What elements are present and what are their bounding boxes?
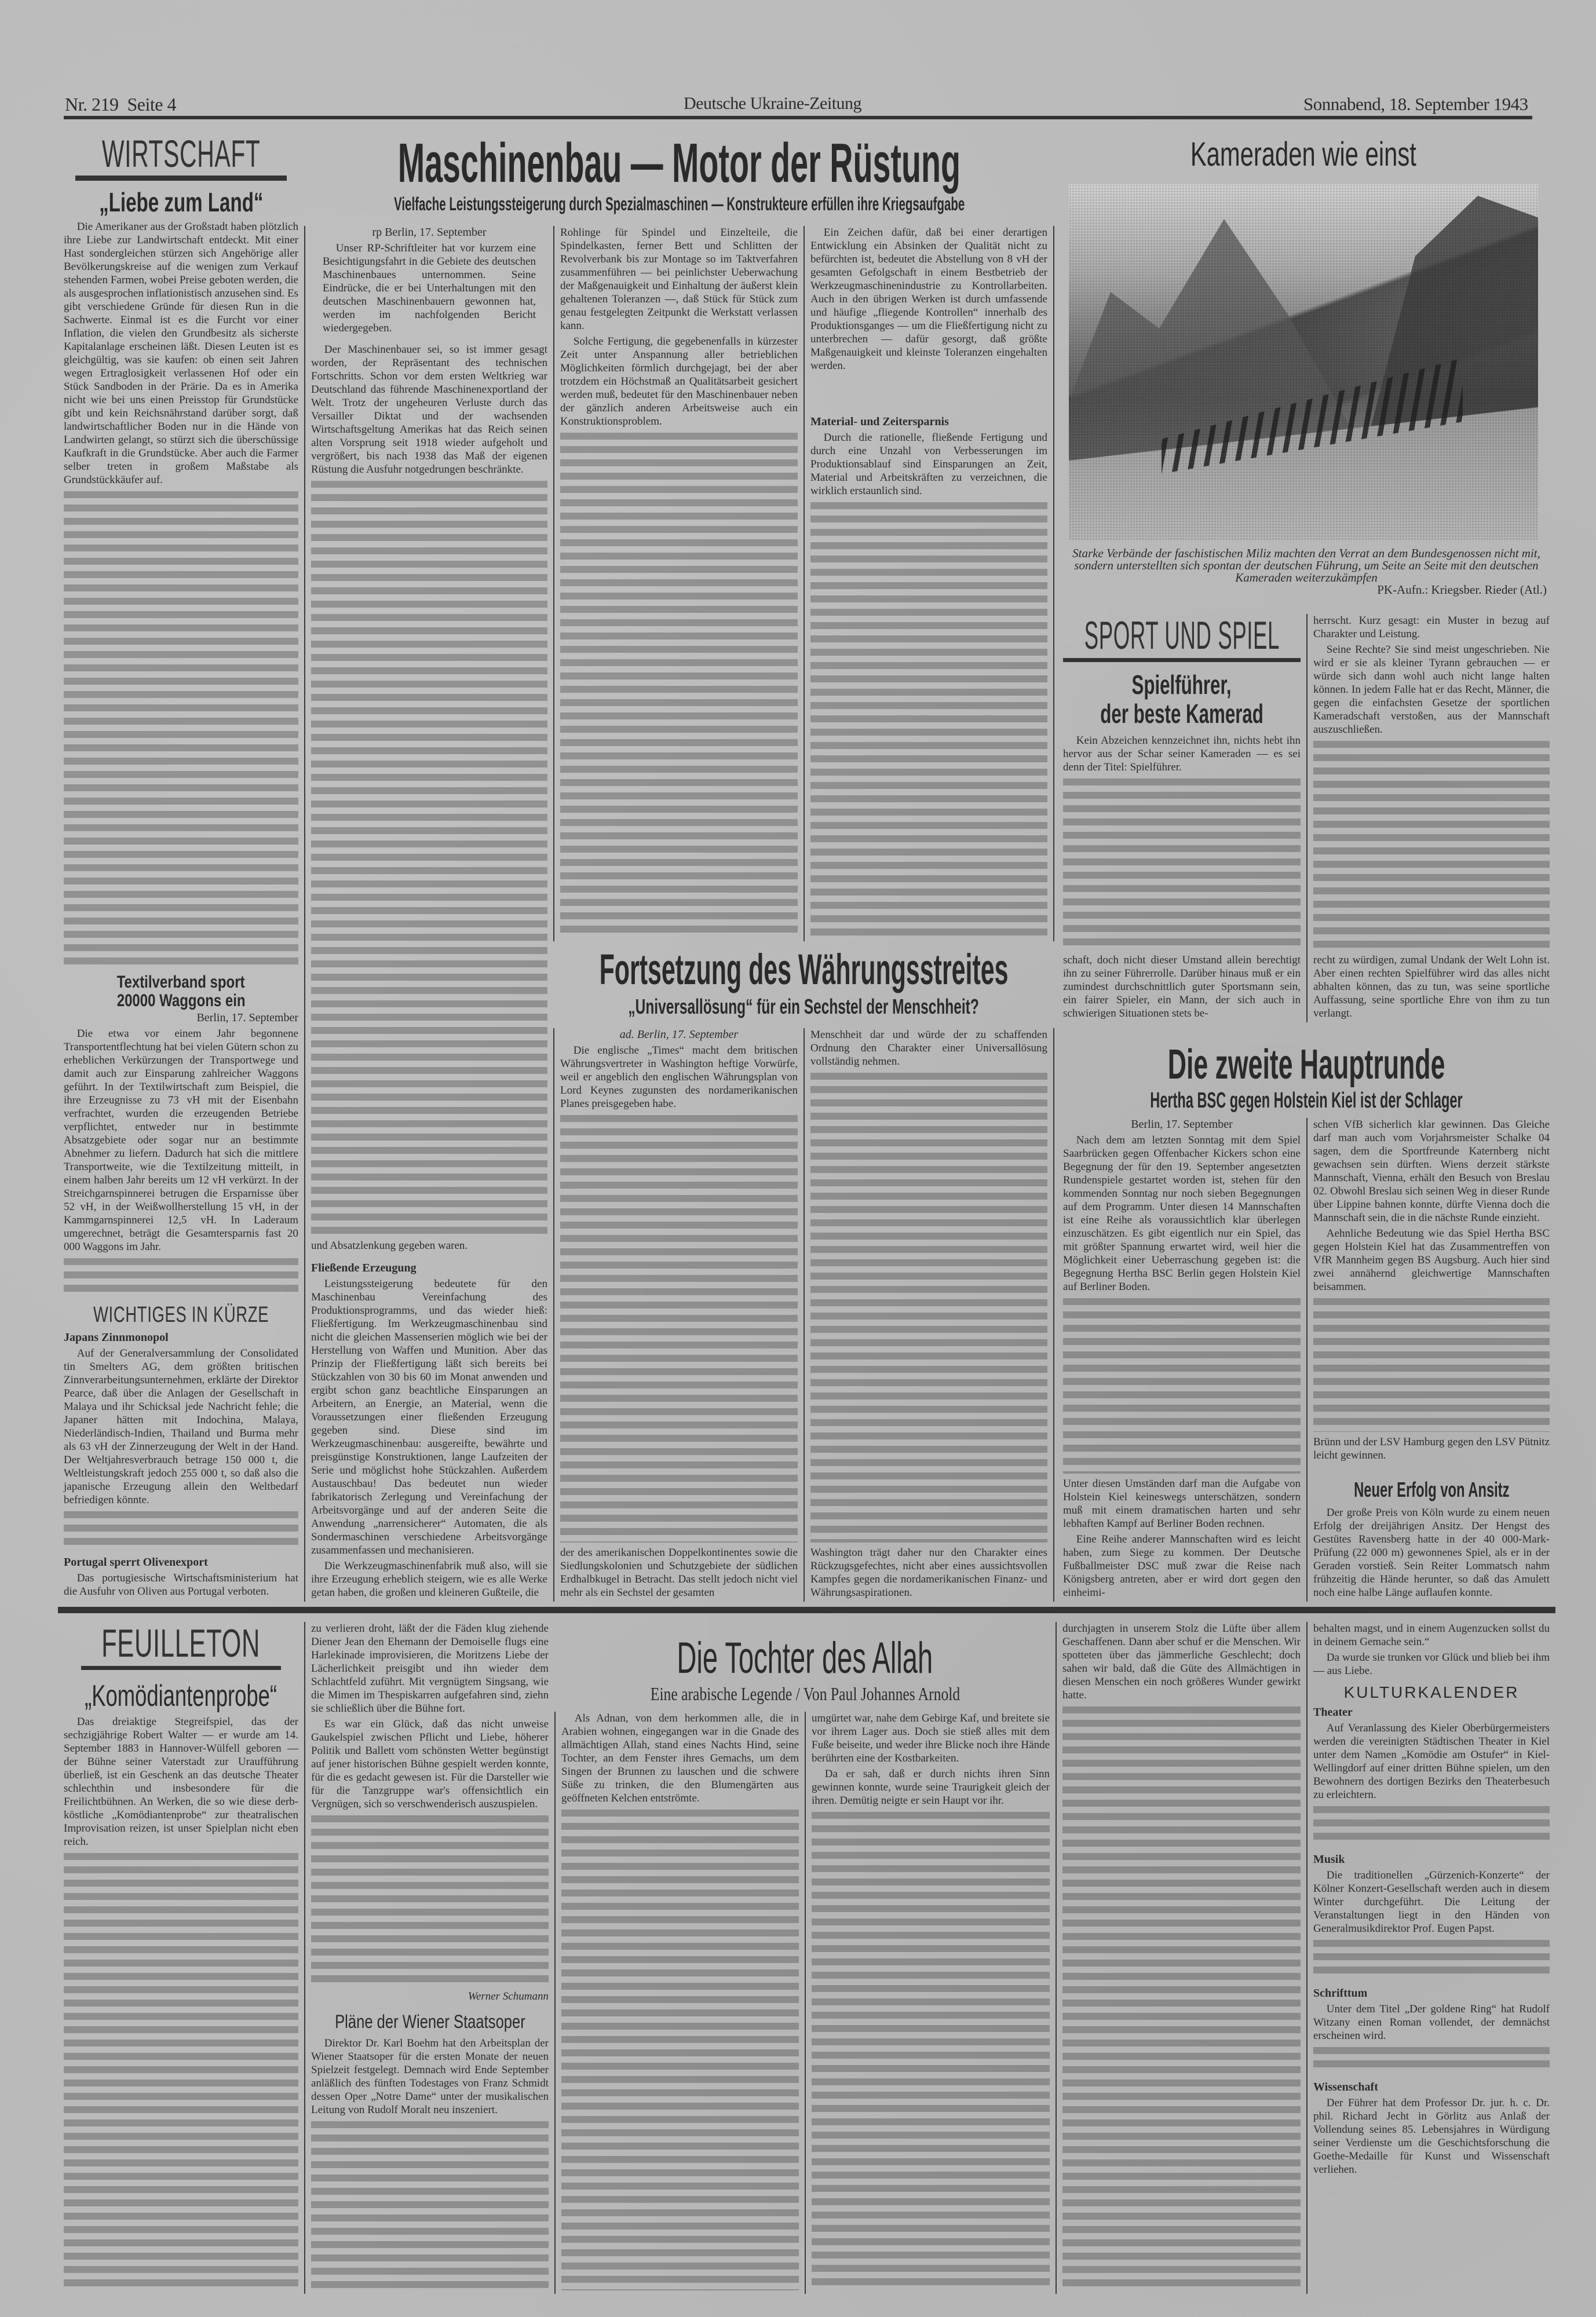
article-paragraph: Unter diesen Umständen darf man die Aufgabe von Holstein Kiel keineswegs unterschätzen, sondern muß mit einem dramatischen harten und sehr lebhaften Kampf auf Berliner Boden rechnen. — [1063, 1478, 1301, 1530]
article-paragraph: Da er sah, daß er durch nichts ihren Sinn gewinnen konnte, wurde seine Traurigkeit gleich der ihren. Demütig neigte er sein Haupt vor ihr. — [812, 1768, 1050, 1807]
headline-maschinenbau — [304, 134, 1054, 192]
illegible-text-lines — [1313, 741, 1550, 950]
section-label: WIRTSCHAFT — [101, 132, 261, 175]
photo-caption — [1066, 547, 1547, 596]
illegible-text-lines — [311, 2121, 549, 2291]
article-paragraph: Die Amerikaner aus der Großstadt haben plötzlich ihre Liebe zur Landwirtschaft entdeckt. Mit einer Hast sondergleichen stürzen sich Angehörige aller Bevölkerungskreise auf die wenigen zum Verkauf stehenden Farmen, wobei Preise geboten werden, die als ausgesprochen inflationistisch anzusehen sind. Es gibt verschiedene Gründe für diesen Run in die Sachwerte. Einmal ist es die Furcht vor einer Inflation, die vielen den Grundbesitz als sicherste Kapitalanlage erscheinen läßt. Diesen Leuten ist es gleichgültig, was sie kaufen: ob einen seit Jahren wegen Ertraglosigkeit verlassenen Hof oder ein Stück Sandboden in der Prärie. Da es in Amerika nicht wie bei uns einen Preisstop für Grundstücke gibt und kein Reichsnährstand darüber sorgt, daß landwirtschaftlicher Boden nur in die Hände von Landwirten gelangt, so stürzt sich die überschüssige Kaufkraft in die Grundstücke. Aber auch die Farmer selber treten in großem Maßstabe als Grundstückkäufer auf. — [64, 221, 298, 486]
section-label: SPORT UND SPIEL — [1084, 614, 1280, 657]
article-paragraph: Durch die rationelle, fließende Fertigung und durch eine Unzahl von Verbesserungen im Produktionsablauf sind Einsparungen an Zeit, Material und Arbeitskräften zu verzeichnen, die wirklich erstaunlich sind. — [810, 432, 1047, 497]
article-title-kamerad — [1063, 699, 1301, 728]
news-item-text: Auf der Generalversammlung der Consolidated tin Smelters AG, dem größten britischen Zinnverarbeitungsunternehmen, erklärte der Direktor Pearce, daß über die Anlagen der Gesellschaft in Malaya und ihr Schicksal jede Nachricht fehle; die Japaner hätten mit Indochina, Malaya, Niederländisch-Indien, Thailand und Burma mehr als 63 vH der Zinnerzeugung der Welt in der Hand. Der Weltjahresverbrauch betrage 150 000 t, die Weltleistungskraft jedoch 255 000 t, so daß also die japanische Erzeugung allein den Weltbedarf befriedigen könnte. — [64, 1347, 298, 1506]
article-title-waggons — [64, 992, 298, 1010]
article-paragraph: Ein Zeichen dafür, daß bei einer derartigen Entwicklung ein Absinken der Qualität nicht zu befürchten ist, bedeutet die Abstellung von 8 vH der gesamten Gefolgschaft in einem Bestbetrieb der Werkzeugmaschinenindustrie zu Kontrollarbeiten. Auch in den übrigen Werken ist durch umfassende und häufige „fliegende Kontrollen“ innerhalb des Produktionsganges — um die Fließfertigung nicht zu unterbrechen — dafür gesorgt, daß größte Maßgenauigkeit und kleinste Toleranzen eingehalten werden. — [810, 226, 1047, 372]
feuilleton-column-2 — [304, 1622, 554, 2294]
section-heading-wirtschaft — [64, 133, 298, 174]
issue-number — [65, 94, 176, 115]
feuilleton-column-6 — [1306, 1622, 1555, 2294]
calendar-text: Die traditionellen „Gürzenich-Konzerte“ der Kölner Konzert-Gesellschaft werden auch in diesem Winter durchgeführt. Die Leitung der Veranstaltungen liegt in den Händen von Generalmusikdirektor Prof. Eugen Papst. — [1313, 1869, 1550, 1935]
headline-text: Kameraden wie einst — [1190, 136, 1416, 173]
title-text: Pläne der Wiener Staatsoper — [334, 2011, 525, 2032]
article-paragraph: Der Maschinenbauer sei, so ist immer gesagt worden, der Repräsentant des technischen Fortschritts. Schon vor dem ersten Weltkrieg war Deutschland das führende Maschinenexportland der Welt. Trotz der ungeheuren Verluste durch das Versailler Diktat und der wachsenden Wirtschaftsgeltung Amerikas hat das Reich seinen alten Vorsprung seit 1918 wieder aufgeholt und vergrößert, bis nach 1938 das Maß der eigenen Rüstung die Ausfuhr notgedrungen beschränkte. — [311, 343, 547, 476]
article-title-staatsoper — [311, 2010, 549, 2033]
waehrung-column-2 — [804, 1028, 1054, 1602]
section-heading-wichtiges — [64, 1302, 298, 1328]
caption-text: Starke Verbände der faschistischen Miliz machten den Verrat an dem Bundesgenossen nicht mit, sondern unterstellten sich spontan der deutschen Führung, um Seite an Seite mit den deutschen Kameraden weiterzukämpfen — [1072, 546, 1540, 584]
calendar-text: Der Führer hat dem Professor Dr. jur. h. c. Dr. phil. Richard Jecht in Görlitz aus Anlaß der Vollendung seines 85. Lebensjahres in Würdigung seiner Verdienste um die Geschichtsforschung die Goethe-Medaille für Kunst und Wissenschaft verliehen. — [1313, 2097, 1550, 2176]
section-heading-kulturkalender: KULTURKALENDER — [1343, 1683, 1520, 1701]
headline-text: Fortsetzung des Währungsstreites — [599, 945, 1009, 993]
dateline: Berlin, 17. September — [1131, 1118, 1233, 1131]
headline-waehrungsstreit — [553, 945, 1054, 994]
illegible-text-lines — [311, 481, 547, 1236]
article-paragraph: Es war ein Glück, daß das nicht unweise Gaukelspiel zwischen Pflicht und Liebe, höherer Politik und Ballett vom schönsten Wetter begünstigt auf jener historischen Bühne gespielt werden konnte, für die es gedacht gewesen ist. Für die Darsteller wie für die Tanzgruppe war's offensichtlich ein Vergnügen, sich so verschwenderisch auszuspielen. — [311, 1718, 549, 1810]
illegible-text-lines — [64, 1511, 298, 1549]
article-paragraph: Aehnliche Bedeutung wie das Spiel Hertha BSC gegen Holstein Kiel hat das Zusammentreffen von VfR Mannheim gegen BS Augsburg. Auch hier sind zwei annähernd gleichwertige Mannschaften beisammen. — [1313, 1227, 1550, 1293]
article-paragraph: herrscht. Kurz gesagt: ein Muster in bezug auf Charakter und Leistung. — [1313, 615, 1550, 640]
illegible-text-lines — [810, 502, 1047, 938]
sport-column-1 — [1057, 614, 1306, 1022]
section-heading-feuilleton — [64, 1622, 298, 1665]
feuilleton-divider-rule — [58, 1607, 1555, 1613]
article-paragraph: und Absatzlenkung gegeben waren. — [311, 1240, 468, 1252]
section-rule — [75, 176, 287, 181]
article-paragraph: der des amerikanischen Doppelkontinentes sowie die Siedlungskolonien und Schutzgebiete der südlichen Erdhalbkugel in Betracht. Das stellt jedoch nicht viel mehr als ein Sechstel der gesamten — [560, 1547, 798, 1599]
article-paragraph: Das dreiaktige Stegreifspiel, das der sechzigjährige Robert Walter — er wurde am 14. September 1883 in Hannover-Wülfell geboren — der Bühne seiner Vaterstadt zur Uraufführung überließ, ist ein Geschenk an das deutsche Theater schlechthin und insbesondere für die Freilichtbühnen. An Werken, die so wie diese derb-köstliche „Komödiantenprobe“ zur theatralischen Improvisation reizen, ist unser Spielplan nicht eben reich. — [64, 1716, 298, 1848]
illegible-text-lines — [1313, 1298, 1550, 1432]
waehrung-column-1 — [553, 1028, 804, 1602]
maschinenbau-column-2 — [553, 226, 804, 941]
article-paragraph: Als Adnan, von dem herkommen alle, die in Arabien wohnen, eingegangen war in die Gnade des allmächtigen Allah, stand eines Nachts Hind, seine Tochter, an dem Fenster ihres Gemachs, um dem Singen der Brunnen zu lauschen und die schwere Süße zu trinken, die den Blumengärten aus geöffneten Kelchen entströmte. — [561, 1712, 799, 1804]
hauptrunde-column-2 — [1306, 1118, 1555, 1602]
maschinenbau-column-1 — [304, 226, 553, 1602]
allah-column-2 — [805, 1712, 1056, 2294]
article-paragraph: durchjagten in unserem Stolz die Lüfte über allem Geschaffenen. Dann aber schuf er die Menschen. Wir spotteten über das jämmerliche Geschlecht; doch sahen wir bald, daß die Güte des Allmächtigen in diesen Menschen ein noch größeres Wunder gewirkt hatte. — [1062, 1622, 1301, 1701]
author-signature: Werner Schumann — [468, 1990, 549, 2002]
photo-credit: PK-Aufn.: Kriegsber. Rieder (Atl.) — [1377, 583, 1547, 597]
illegible-text-lines — [1313, 1940, 1550, 1980]
allah-column-3 — [1056, 1622, 1306, 2294]
subheadline-hauptrunde — [1057, 1089, 1555, 1112]
illegible-text-lines — [1063, 779, 1301, 950]
article-subheading: Material- und Zeitersparnis — [810, 415, 949, 428]
article-paragraph: Nach dem am letzten Sonntag mit dem Spiel Saarbrücken gegen Offenbacher Kickers schon eine Begegnung der für den 19. September angesetzten Rundenspiele gestartet worden ist, stehen für den kommenden Sonntag nur noch sieben Begegnungen auf dem Programm. Unter diesen 14 Mannschaften ist eine Reihe als voraussichtlich klar überlegen einzuschätzen. Es gibt eigentlich nur ein Spiel, das mit größter Spannung erwartet wird, weil hier die Möglichkeit einer Ueberraschung gegeben ist: die Begegnung Hertha BSC Berlin gegen Holstein Kiel auf Berliner Boden. — [1063, 1134, 1301, 1293]
calendar-text: Unter dem Titel „Der goldene Ring“ hat Rudolf Witzany einen Roman vollendet, der demnächst erscheinen wird. — [1313, 2003, 1550, 2042]
sport-column-2 — [1306, 614, 1555, 1022]
subheadline-maschinenbau — [304, 193, 1054, 214]
article-paragraph: Leistungssteigerung bedeutete für den Maschinenbau Vereinfachung des Produktionsprogramms, und das wieder hieß: Fließfertigung. Im Werkzeugmaschinenbau sind nicht die gleichen Massenserien möglich wie bei der Herstellung von Waffen und Munition. Aber das Prinzip der Fließfertigung läßt sich bereits bei Stückzahlen von 30 bis 60 im Monat anwenden und ergibt schon ganz beachtliche Einsparungen an Arbeitern, an Energie, an Material, wenn die Voraussetzungen einer fließenden Erzeugung gegeben sind. Diese sind im Werkzeugmaschinenbau: ausgereifte, bewährte und preisgünstige Konstruktionen, lange Laufzeiten der Serie und möglichst hohe Stückzahlen. Außerdem Austauschbau! Das bedeutet nun wieder fabrikatorisch Zerlegung und Vereinfachung der Arbeitsvorgänge und auf der anderen Seite die Anwendung „narrensicherer“ Automaten, die als Sondermaschinen verschiedene Arbeitsvorgänge zusammenfassen und mechanisieren. — [311, 1278, 547, 1556]
article-paragraph: Die Werkzeugmaschinenfabrik muß also, will sie ihre Erzeugung erheblich steigern, wie es alle Werke getan haben, die großen und kleineren Gußteile, die — [311, 1560, 547, 1599]
section-label: FEUILLETON — [101, 1622, 261, 1665]
article-paragraph: zu verlieren droht, läßt der die Fäden klug ziehende Diener Jean den Ehemann der Demoiselle flugs eine Harlekinade improvisieren, die Moritzens Liebe der Lächerlichkeit preisgibt und ihn wieder dem Schlachtfeld zuführt. Mit vergnügtem Singsang, wie die Mimen im Thespiskarren aufgefahren sind, ziehn sie schließlich über die Bühne fort. — [311, 1622, 549, 1715]
article-title-spielfuehrer — [1063, 670, 1301, 699]
section-heading-sport — [1063, 614, 1301, 657]
article-paragraph: schaft, doch nicht dieser Umstand allein berechtigt ihn zu seiner Führerrolle. Darüber hinaus muß er ein zumindest durchschnittlich guter Sportsmann sein, ein fairer Spieler, ein Mann, der sich auch in schwierigen Situationen stets be- — [1063, 954, 1301, 1019]
article-paragraph: Direktor Dr. Karl Boehm hat den Arbeitsplan der Wiener Staatsoper für die ersten Monate der neuen Spielzeit festgelegt. Demnach wird Ende September anläßlich des fünften Todestages von Franz Schmidt dessen Oper „Notre Dame“ unter der musikalischen Leitung von Rudolf Moralt neu inszeniert. — [311, 2037, 549, 2116]
title-line: der beste Kamerad — [1100, 699, 1263, 729]
illegible-text-lines — [1063, 1298, 1301, 1474]
article-paragraph: Rohlinge für Spindel und Einzelteile, die Spindelkasten, ferner Bett und Schlitten der Revolverbank bis zur Montage so im Taktverfahren zusammenführen — bei peinlichster Ueberwachung der Maßgenauigkeit und Einhaltung der äußerst klein gehaltenen Toleranzen —, daß Stück für Stück zum genau festgelegten Zeitpunkt die Werkstatt verlassen kann. — [560, 226, 798, 332]
photo-militia-marching — [1069, 184, 1538, 540]
page-label: Seite 4 — [127, 94, 176, 115]
article-title-textilverband — [64, 973, 298, 992]
article-intro: Unser RP-Schriftleiter hat vor kurzem eine Besichtigungsfahrt in die Gebiete des deutschen Maschinenbaues unternommen. Seine Eindrücke, die er bei Unterhaltungen mit den deutschen Maschinenbauern gewonnen hat, werden im nachfolgenden Bericht wiedergegeben. — [323, 242, 536, 334]
dateline: rp Berlin, 17. September — [372, 226, 487, 239]
article-paragraph: Kein Abzeichen kennzeichnet ihn, nichts hebt ihn hervor aus der Schar seiner Kameraden — es sei denn der Titel: Spielführer. — [1063, 734, 1301, 773]
feuilleton-column-1 — [58, 1622, 304, 2294]
article-title-liebe-zum-land — [64, 188, 298, 217]
kurz-column — [58, 1302, 304, 1600]
calendar-category: Schrifttum — [1313, 1987, 1368, 2000]
article-paragraph: Solche Fertigung, die gegebenenfalls in kürzester Zeit unter Anspannung aller betrieblichen Möglichkeiten förmlich durchgejagt, bei der aber trotzdem ein Höchstmaß an Qualitätsarbeit gesichert werden muß, bedeutet für den Maschinenbauer neben der gänzlich anderen Arbeitsweise auch ein Konstruktionsproblem. — [560, 335, 798, 427]
section-rule — [81, 1666, 281, 1670]
allah-column-1 — [554, 1712, 805, 2294]
article-paragraph: behalten magst, und in einem Augenzucken sollst du in deinem Gemache sein.“ — [1313, 1622, 1550, 1648]
masthead-rule — [64, 116, 1532, 119]
article-paragraph: Der große Preis von Köln wurde zu einem neuen Erfolg der dreijährigen Ansitz. Der Hengst des Gestütes Ravensberg hatte in der 40 000-Mark-Prüfung (22 000 m) gewonnenes Spiel, als er in der Geraden vorstieß. Sein Reiter Lommatsch nahm frühzeitig die Hände herunter, so daß das Amulett noch eine halbe Länge auflaufen konnte. — [1313, 1507, 1550, 1599]
article-paragraph: recht zu würdigen, zumal Undank der Welt Lohn ist. Aber einen rechten Spielführer wird das alles nicht abhalten können, das zu tun, was seine sportliche Auffassung, seine sportliche Ehre von ihm zu tun verlangt. — [1313, 954, 1550, 1019]
section-rule — [1063, 658, 1301, 662]
headline-tochter-des-allah — [554, 1633, 1056, 1683]
illegible-text-lines — [1313, 2047, 1550, 2074]
title-text: Neuer Erfolg von Ansitz — [1353, 1478, 1510, 1501]
illegible-text-lines — [560, 1115, 798, 1543]
illegible-text-lines — [1062, 1706, 1301, 2290]
title-text: „Komödiantenprobe“ — [85, 1679, 277, 1713]
wirtschaft-column — [58, 130, 304, 970]
title-line: 20000 Waggons ein — [116, 991, 246, 1010]
illegible-text-lines — [64, 491, 298, 967]
dateline: ad. Berlin, 17. September — [619, 1028, 739, 1041]
illegible-text-lines — [311, 1815, 549, 1985]
newspaper-name: Deutsche Ukraine-Zeitung — [684, 94, 862, 113]
article-paragraph: Da wurde sie trunken vor Glück und blieb bei ihm — aus Liebe. — [1313, 1651, 1550, 1677]
calendar-category: Wissenschaft — [1313, 2081, 1378, 2093]
photo-headline — [1060, 137, 1547, 173]
issue-date: Sonnabend, 18. September 1943 — [1303, 94, 1528, 114]
illegible-text-lines — [1313, 1806, 1550, 1846]
textil-article — [58, 973, 304, 1298]
illegible-text-lines — [64, 1853, 298, 2290]
byline-text: Eine arabische Legende / Von Paul Johannes Arnold — [650, 1683, 960, 1704]
article-paragraph: Die englische „Times“ macht dem britischen Währungsvertreter in Washington heftige Vorwürfe, weil er angeblich den englischen Währungsplan von Lord Keynes zugunsten des nordamerikanischen Planes preisgegeben habe. — [560, 1044, 798, 1110]
subheadline-text: „Universallösung“ für ein Sechstel der Menschheit? — [628, 995, 980, 1018]
headline-text: Die Tochter des Allah — [677, 1633, 933, 1683]
issue-label: Nr. 219 — [65, 94, 119, 115]
hauptrunde-column-1 — [1057, 1118, 1306, 1602]
byline-allah — [554, 1683, 1056, 1705]
article-title-ansitz — [1313, 1477, 1550, 1503]
headline-hauptrunde — [1057, 1043, 1555, 1087]
illegible-text-lines — [812, 1812, 1050, 2290]
maschinenbau-column-3 — [804, 226, 1054, 941]
article-title-komoediantenprobe — [64, 1679, 298, 1713]
illegible-text-lines — [560, 433, 798, 938]
title-text: „Liebe zum Land“ — [98, 187, 264, 217]
headline-text: Die zweite Hauptrunde — [1167, 1041, 1445, 1088]
calendar-category: Musik — [1313, 1853, 1345, 1866]
article-paragraph: schen VfB sicherlich klar gewinnen. Das Gleiche darf man auch vom Vorjahrsmeister Schalke 04 sagen, dem die Sportfreunde Katernberg nicht gewachsen sein dürften. Wiens derzeit stärkste Mannschaft, Vienna, erhält den Besuch von Breslau 02. Obwohl Breslau sich seinen Weg in dieser Runde über Lippine bahnen konnte, dürfte Vienna doch die Mannschaft sein, die in die nächste Runde einzieht. — [1313, 1119, 1550, 1224]
calendar-text: Auf Veranlassung des Kieler Oberbürgermeisters werden die vereinigten Städtischen Theater in Kiel unter dem Namen „Komödie am Ostufer“ in Kiel-Wellingdorf auf einer dritten Bühne spielen, um den Bewohnern des dortigen Bezirks den Theaterbesuch zu erleichtern. — [1313, 1722, 1550, 1801]
calendar-category: Theater — [1313, 1706, 1353, 1719]
article-paragraph: umgürtet war, nahe dem Gebirge Kaf, und breitete sie vor ihrem Lager aus. Doch sie stieß alles mit dem Fuße beiseite, und weder ihre Blicke noch ihre Hände berührten eine der Kostbarkeiten. — [812, 1712, 1050, 1764]
article-paragraph: Brünn und der LSV Hamburg gegen den LSV Pütnitz leicht gewinnen. — [1313, 1436, 1550, 1461]
illegible-text-lines — [810, 1073, 1047, 1543]
news-item-text: Das portugiesische Wirtschaftsministerium hat die Ausfuhr von Oliven aus Portugal verboten. — [64, 1572, 298, 1598]
article-subheading: Fließende Erzeugung — [311, 1262, 417, 1274]
article-paragraph: Eine Reihe anderer Mannschaften wird es leicht haben, zum Siege zu kommen. Der Deutsche Fußballmeister DSC muß zwar die Reise nach Königsberg antreten, aber er wird dort gegen den einheimi- — [1063, 1533, 1301, 1599]
subheadline-text: Hertha BSC gegen Holstein Kiel ist der Schlager — [1150, 1088, 1463, 1113]
article-paragraph: Washington trägt daher nur den Charakter eines Rückzugsgefechtes, nicht aber eines aussichtsvollen Kampfes gegen die nordamerikanischen Finanz- und Währungsaspirationen. — [810, 1547, 1047, 1599]
article-paragraph: Menschheit dar und würde der zu schaffenden Ordnung den Charakter einer Universallösung vollständig nehmen. — [810, 1029, 1047, 1068]
headline-text: Maschinenbau — Motor der Rüstung — [397, 132, 961, 194]
dateline: Berlin, 17. September — [196, 1011, 298, 1024]
illegible-text-lines — [561, 1810, 799, 2290]
subheadline-text: Vielfache Leistungssteigerung durch Spezialmaschinen — Konstrukteure erfüllen ihre Kriegsaufgabe — [393, 193, 965, 214]
news-item-title: Portugal sperrt Olivenexport — [64, 1556, 208, 1569]
title-line: Spielführer, — [1131, 670, 1232, 700]
article-paragraph: Seine Rechte? Sie sind meist ungeschrieben. Nie wird er sie als kleiner Tyrann gebrauchen — er würde sich dann wohl auch nicht lange halten können. In jedem Falle hat er das Recht, Männer, die gegen die einfachsten Gesetze der sportlichen Kameradschaft verstoßen, aus der Mannschaft auszuschließen. — [1313, 644, 1550, 736]
photo-halftone — [1069, 184, 1538, 540]
article-paragraph: Die etwa vor einem Jahr begonnene Transportentflechtung hat bei vielen Gütern schon zu erheblichen Verkürzungen der Transportwege und damit auch zur Einsparung zahlreicher Waggons geführt. In der Textilwirtschaft zum Beispiel, die ihre Erzeugnisse zu 73 vH mit der Eisenbahn verfrachtet, wurden die erzeugenden Betriebe verpflichtet, entweder nur in bestimmte Absatzgebiete oder sogar nur an bestimmte Abnehmer zu liefern. Dadurch hat sich die mittlere Transportweite, wie die Textilzeitung mitteilt, in einem halben Jahr bereits um 12 vH verkürzt. In der Streichgarnspinnerei betrugen die Ersparnisse über 52 vH, in der Weißwollherstellung 15 vH, in der Kammgarnspinnerei 12,5 vH. In Laderaum umgerechnet, beträgt die Gesamtersparnis fast 20 000 Waggons im Jahr. — [64, 1028, 298, 1253]
illegible-text-lines — [64, 1258, 298, 1294]
subheadline-waehrungsstreit — [553, 995, 1054, 1018]
news-item-title: Japans Zinnmonopol — [64, 1331, 169, 1344]
title-line: Textilverband sport — [117, 973, 245, 992]
section-label: WICHTIGES IN KÜRZE — [93, 1303, 269, 1327]
